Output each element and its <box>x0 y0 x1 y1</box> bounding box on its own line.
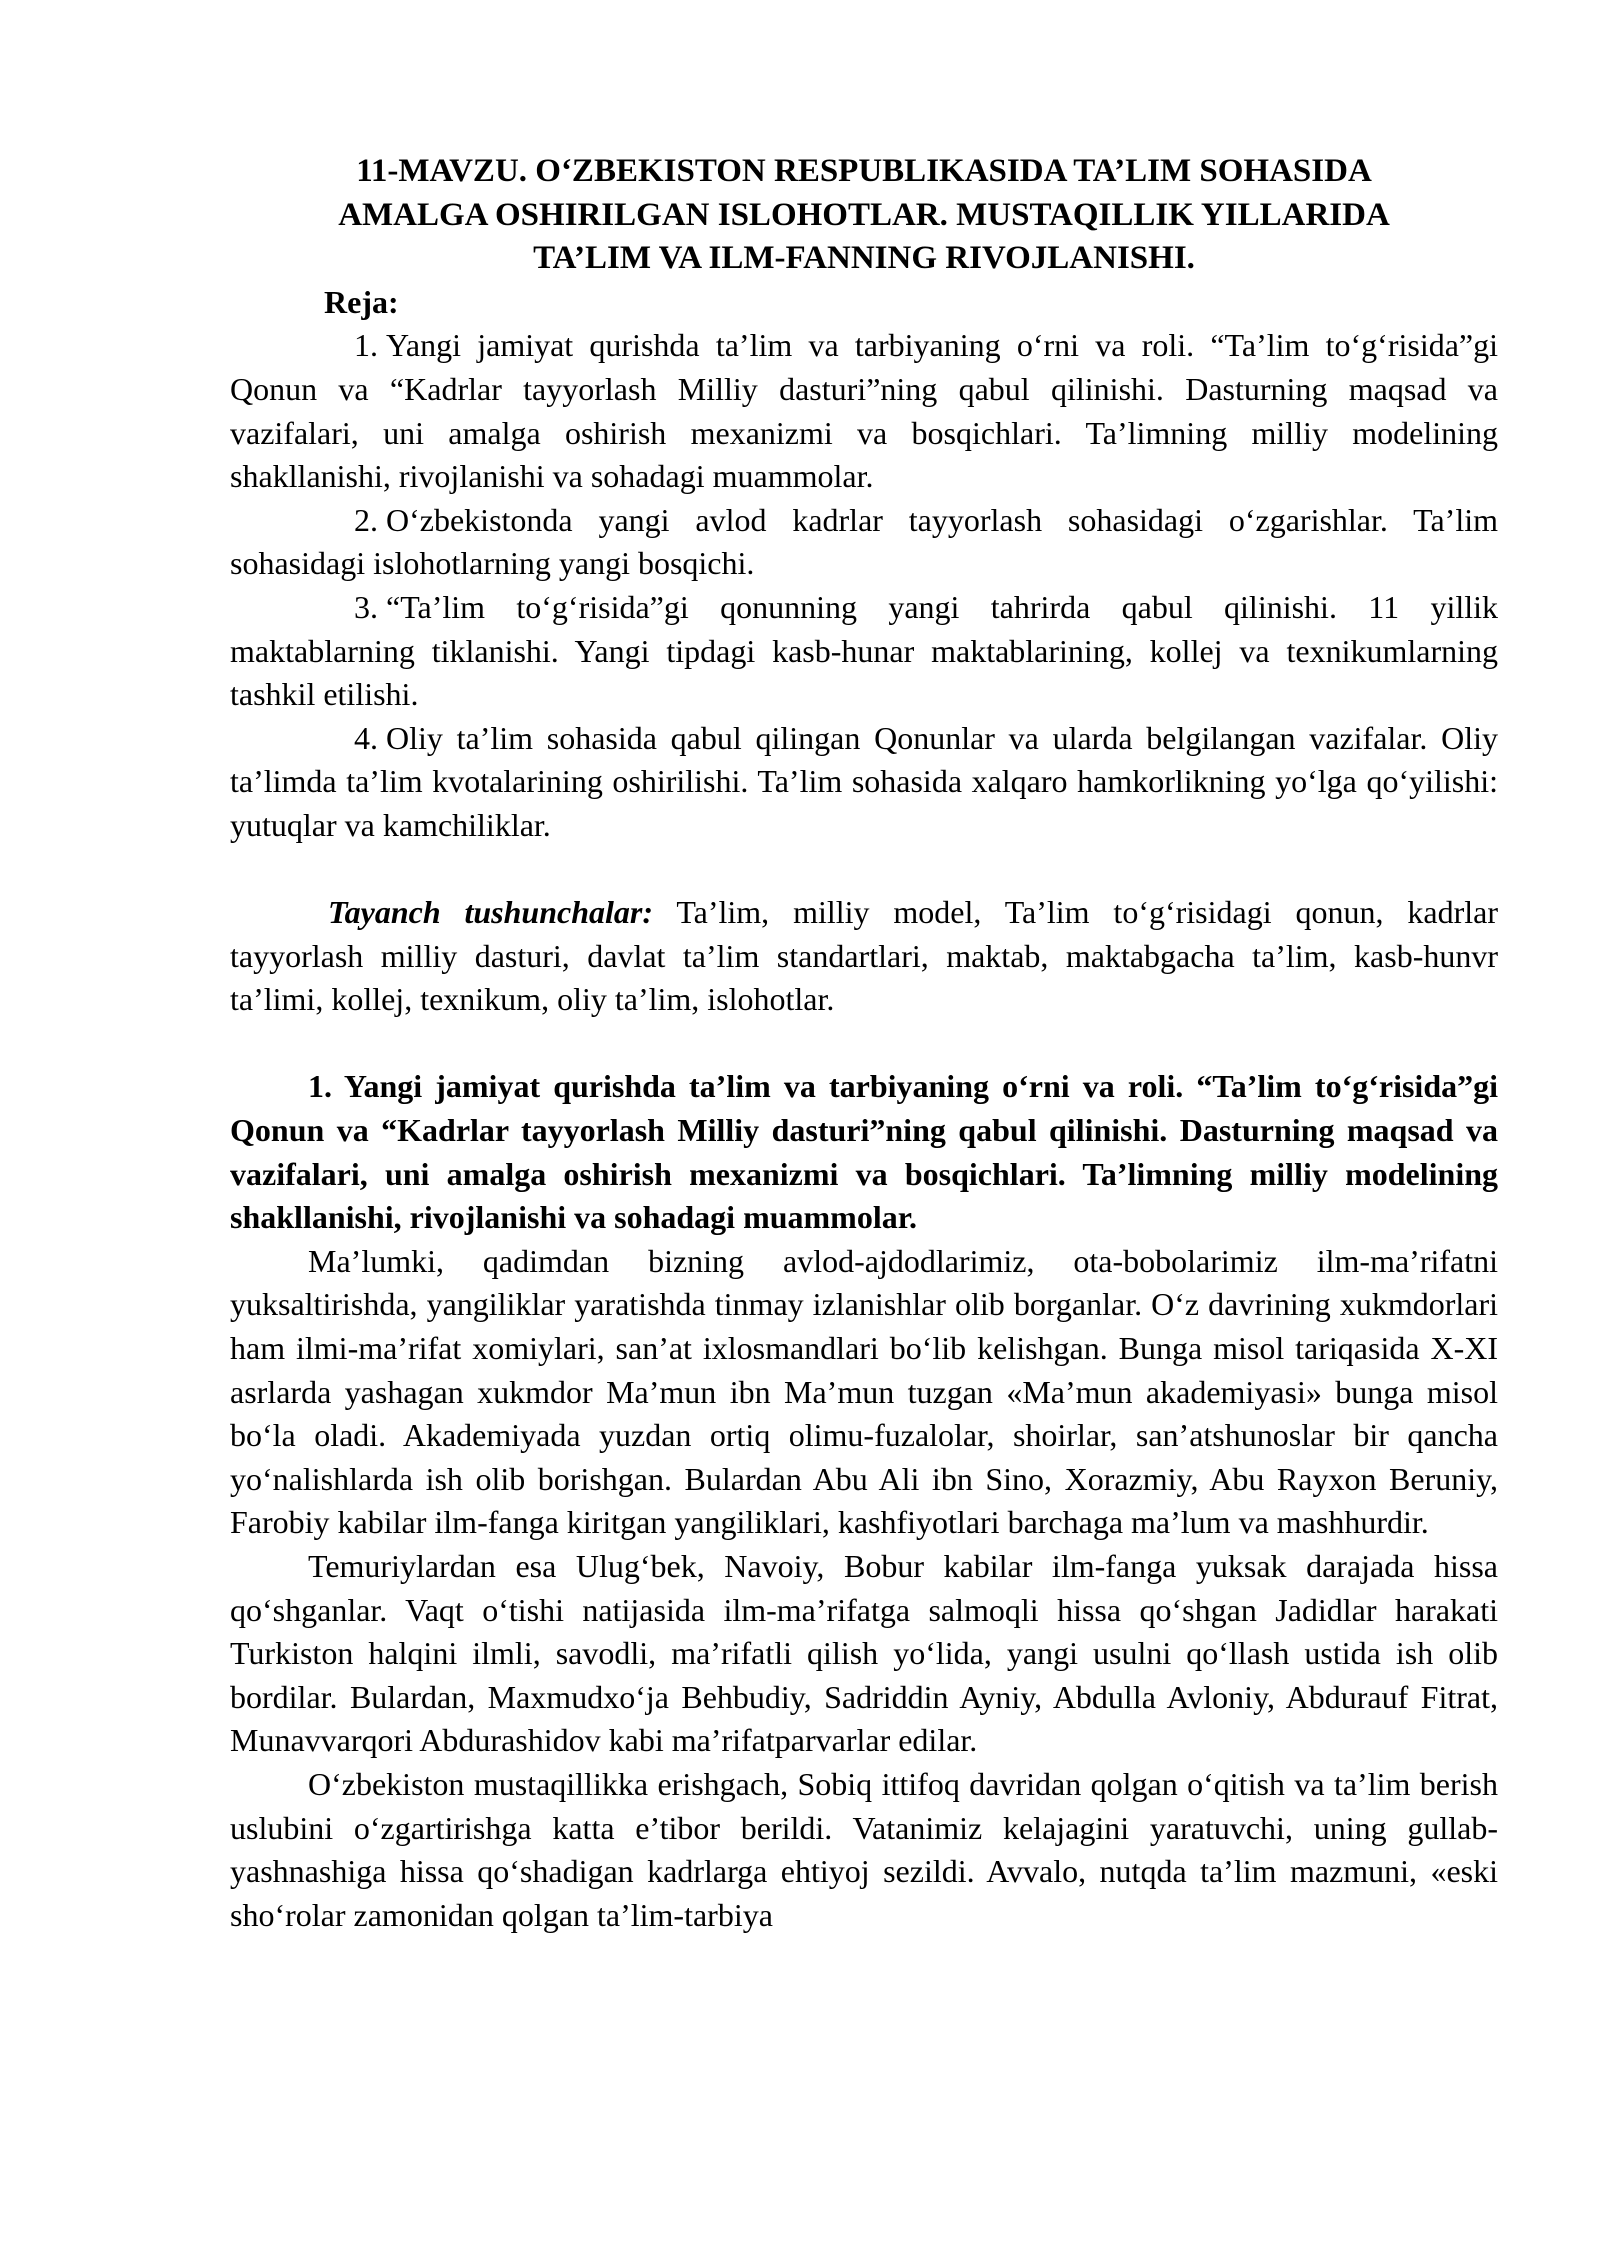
plan-item-number: 4. <box>354 719 378 756</box>
key-concepts <box>230 891 1498 1022</box>
plan-item <box>230 499 1498 586</box>
plan-item-text: “Ta’lim to‘g‘risida”gi qonunning yangi tahrirda qabul qilinishi. 11 yillik maktablarning tiklanishi. Yangi tipdagi kasb-hunar maktablarining, kollej va texnikumlarning tashkil etilishi. <box>230 588 1498 713</box>
document-page <box>230 150 1498 1937</box>
plan-item <box>230 324 1498 498</box>
body-paragraph: Temuriylardan esa Ulug‘bek, Navoiy, Bobur kabilar ilm-fanga yuksak darajada hissa qo‘shganlar. Vaqt o‘tishi natijasida ilm-ma’rifatga salmoqli hissa qo‘shgan Jadidlar harakati Turkiston halqini ilmli, savodli, ma’rifatli qilish yo‘lida, yangi usulni qo‘llash ustida ish olib bordilar. Bulardan, Maxmudxo‘ja Behbudiy, Sadriddin Ayniy, Abdulla Avloniy, Abdurauf Fitrat, Munavvarqori Abdurashidov kabi ma’rifatparvarlar edilar. <box>230 1548 1498 1759</box>
key-concepts-label: Tayanch tushunchalar: <box>328 894 654 931</box>
plan-item-number: 3. <box>354 588 378 625</box>
key-concepts-text: Ta’lim, milliy model, Ta’lim to‘g‘risidagi qonun, kadrlar tayyorlash milliy dasturi, davlat ta’lim standartlari, maktab, maktabgacha ta’lim, kasb-hunvr ta’limi, kollej, texnikum, oliy ta’lim, islohotlar. <box>230 894 1499 1018</box>
spacer <box>230 1022 1498 1066</box>
body-paragraph: Ma’lumki, qadimdan bizning avlod-ajdodlarimiz, ota-bobolarimiz ilm-ma’rifatni yuksaltirishda, yangiliklar yaratishda tinmay izlanishlar olib borganlar. O‘z davrining xukmdorlari ham ilmi-ma’rifat xomiylari, san’at ixlosmandlari bo‘lib kelishgan. Bunga misol tariqasida X-XI asrlarda yashagan xukmdor Ma’mun ibn Ma’mun tuzgan «Ma’mun akademiyasi» bunga misol bo‘la oladi. Akademiyada yuzdan ortiq olimu-fuzalolar, shoirlar, san’atshunoslar bir qancha yo‘nalishlarda ish olib borishgan. Bulardan Abu Ali ibn Sino, Xorazmiy, Abu Rayxon Beruniy, Farobiy kabilar ilm-fanga kiritgan yangiliklari, kashfiyotlari barchaga ma’lum va mashhurdir. <box>230 1242 1498 1541</box>
document-title <box>230 150 1498 281</box>
plan-item-number: 2. <box>354 501 378 538</box>
title-line-1: 11-MAVZU. O‘ZBEKISTON RESPUBLIKASIDA TA’LIM SOHASIDA <box>356 153 1372 189</box>
plan-item <box>230 717 1498 848</box>
spacer <box>230 848 1498 892</box>
plan-item-text: Oliy ta’lim sohasida qabul qilingan Qonunlar va ularda belgilangan vazifalar. Oliy ta’limda ta’lim kvotalarining oshirilishi. Ta’lim sohasida xalqaro hamkorlikning yo‘lga qo‘yilishi: yutuqlar va kamchiliklar. <box>230 719 1498 843</box>
plan-item <box>230 586 1498 717</box>
plan-label: Reja: <box>324 283 399 320</box>
title-line-3: TA’LIM VA ILM-FANNING RIVOJLANISHI. <box>533 240 1195 277</box>
plan-item-number: 1. <box>354 327 378 364</box>
title-line-2: AMALGA OSHIRILGAN ISLOHOTLAR. MUSTAQILLIK YILLARIDA <box>338 196 1390 233</box>
plan-item-text: Yangi jamiyat qurishda ta’lim va tarbiyaning o‘rni va roli. “Ta’lim to‘g‘risida”gi Qonun va “Kadrlar tayyorlash Milliy dasturi”ning qabul qilinishi. Dasturning maqsad va vazifalari, uni amalga oshirish mexanizmi va bosqichlari. Ta’limning milliy modelining shakllanishi, rivojlanishi va sohadagi muammolar. <box>230 327 1498 495</box>
plan-item-text: O‘zbekistonda yangi avlod kadrlar tayyorlash sohasidagi o‘zgarishlar. Ta’lim sohasidagi islohotlarning yangi bosqichi. <box>230 501 1498 582</box>
section-heading: 1. Yangi jamiyat qurishda ta’lim va tarbiyaning o‘rni va roli. “Ta’lim to‘g‘risida”gi Qonun va “Kadrlar tayyorlash Milliy dasturi”ning qabul qilinishi. Dasturning maqsad va vazifalari, uni amalga oshirish mexanizmi va bosqichlari. Ta’limning milliy modelining shakllanishi, rivojlanishi va sohadagi muammolar. <box>230 1068 1498 1236</box>
body-paragraph: O‘zbekiston mustaqillikka erishgach, Sobiq ittifoq davridan qolgan o‘qitish va ta’lim berish uslubini o‘zgartirishga katta e’tibor berildi. Vatanimiz kelajagini yaratuvchi, uning gullab-yashnashiga hissa qo‘shadigan kadrlarga ehtiyoj sezildi. Avvalo, nutqda ta’lim mazmuni, «eski sho‘rolar zamonidan qolgan ta’lim-tarbiya <box>230 1765 1498 1933</box>
plan-list <box>230 324 1498 847</box>
